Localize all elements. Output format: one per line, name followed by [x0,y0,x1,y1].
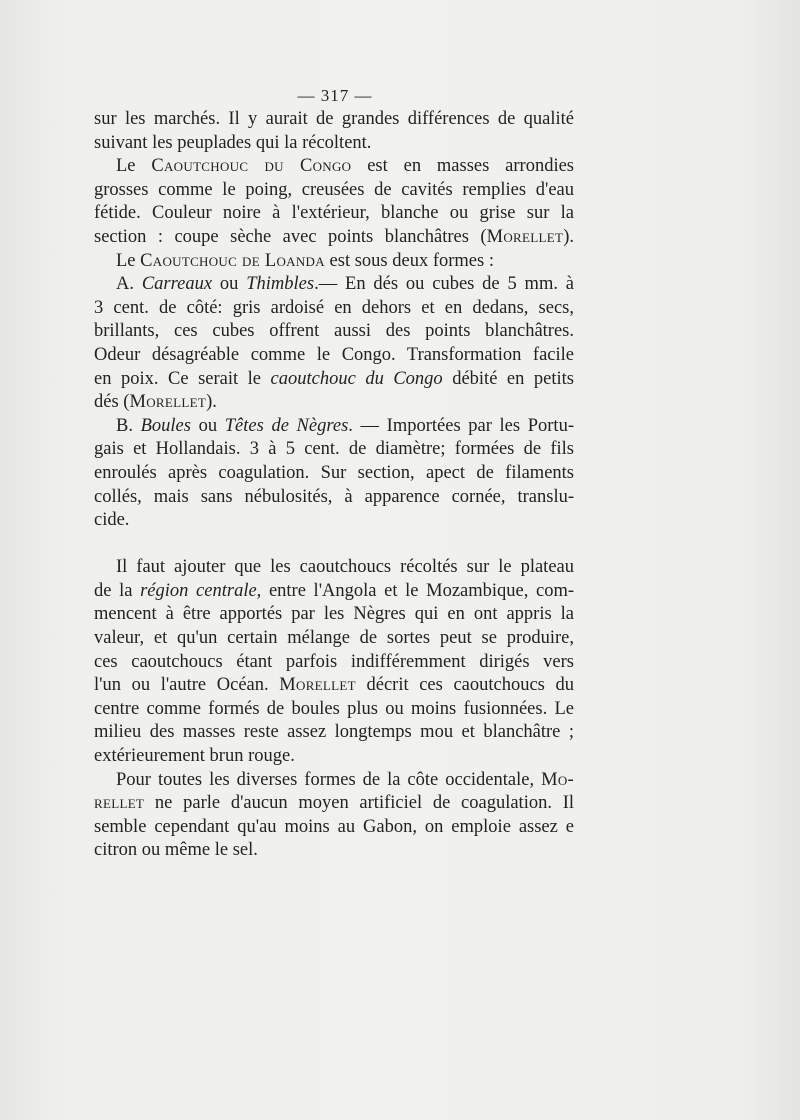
text-line [94,816,574,840]
text-span: section : coupe sèche avec points blanchâtres ( [94,226,487,247]
text-line [94,155,574,179]
text-span: ou [190,415,225,436]
text-line [94,839,574,863]
text-line [94,603,574,627]
small-caps-text: Morellet [279,675,356,696]
italic-text: Boules [140,415,191,436]
text-line [94,438,574,462]
small-caps-text: Caoutchouc de Loanda [140,250,325,271]
text-span: grosses comme le poing, creusées de cavités remplies d'eau [94,179,574,200]
text-line [94,698,574,722]
text-span: en poix. Ce serait le [94,368,271,389]
text-line [94,344,574,368]
text-span: gais et Hollandais. 3 à 5 cent. de diamètre; formées de fils [94,439,574,460]
text-line [94,202,574,226]
text-line [94,415,574,439]
italic-text: région centrale [140,580,257,601]
text-line [94,627,574,651]
text-line [94,297,574,321]
text-line [94,509,574,533]
text-span: est sous deux formes : [324,250,494,271]
italic-text: Carreaux [141,274,213,295]
text-line [94,745,574,769]
text-span: collés, mais sans nébulosités, à apparence cornée, translu- [94,486,574,507]
body-text [94,108,574,863]
text-line [94,556,574,580]
text-span: suivant les peuplades qui la récoltent. [94,132,372,153]
text-span: fétide. Couleur noire à l'extérieur, blanche ou grise sur la [94,203,574,224]
small-caps-text: Caoutchouc du Congo [151,156,352,177]
text-line [94,462,574,486]
text-line [94,792,574,816]
text-span: ces caoutchoucs étant parfois indifféremment dirigés vers [94,651,574,672]
text-span: mencent à être apportés par les Nègres qui en ont appris la [94,604,574,625]
italic-text: caoutchouc du Congo [270,368,443,389]
text-span: ou [212,274,247,295]
small-caps-text: Morellet [129,392,207,413]
paragraph-gap [94,533,574,557]
text-span: Il faut ajouter que les caoutchoucs récoltés sur le plateau [116,557,574,578]
text-span: 3 cent. de côté: gris ardoisé en dehors et en dedans, secs, [94,297,574,318]
text-line [94,108,574,132]
text-span: brillants, ces cubes offrent aussi des points blanchâtres. [94,321,574,342]
text-line [94,391,574,415]
text-span: sur les marchés. Il y aurait de grandes différences de qualité [94,109,574,129]
text-span: est en masses arrondies [351,156,574,177]
text-span: Pour toutes les diverses formes de la côte occidentale, [116,769,542,790]
text-line [94,132,574,156]
text-line [94,273,574,297]
text-line [94,651,574,675]
page-number: — 317 — [297,86,373,105]
text-line [94,721,574,745]
text-span: décrit ces caoutchoucs du [355,675,574,696]
text-span: ). [563,226,574,247]
text-span: cide. [94,510,130,531]
text-span: semble cependant qu'au moins au Gabon, on emploie assez e [94,816,574,837]
text-line [94,486,574,510]
text-span: A. [116,274,142,295]
text-span: enroulés après coagulation. Sur section, apect de filaments [94,462,574,483]
text-line [94,769,574,793]
text-span: Odeur désagréable comme le Congo. Transformation facile [94,344,574,365]
text-span: débité en petits [442,368,574,389]
small-caps-text: Mo- [541,769,574,790]
text-span: Le [116,250,141,271]
text-span: de la [94,580,141,601]
text-span: l'un ou l'autre Océan. [94,675,280,696]
text-line [94,250,574,274]
text-span: centre comme formés de boules plus ou moins fusionnées. Le [94,698,574,719]
text-span: milieu des masses reste assez longtemps mou et blanchâtre ; [94,722,574,743]
text-line [94,674,574,698]
text-span: citron ou même le sel. [94,840,258,861]
small-caps-text: Morellet [486,226,564,247]
text-span: dés ( [94,392,130,413]
text-line [94,580,574,604]
italic-text: Thimbles [246,274,315,295]
text-span: B. [116,415,141,436]
text-span: extérieurement brun rouge. [94,746,295,767]
text-span: Le [116,156,152,177]
text-line [94,226,574,250]
text-line [94,368,574,392]
text-line [94,320,574,344]
text-span: . — Importées par les Portu- [348,415,574,436]
text-span: , entre l'Angola et le Mozambique, com- [256,580,575,601]
text-span: ). [206,392,217,413]
text-span: ne parle d'aucun moyen artificiel de coagulation. Il [144,793,574,814]
text-span: valeur, et qu'un certain mélange de sortes peut se produire, [94,628,574,649]
text-line [94,179,574,203]
italic-text: Têtes de Nègres [224,415,349,436]
small-caps-text: rellet [94,793,145,814]
text-span: .— En dés ou cubes de 5 mm. à [314,274,574,295]
